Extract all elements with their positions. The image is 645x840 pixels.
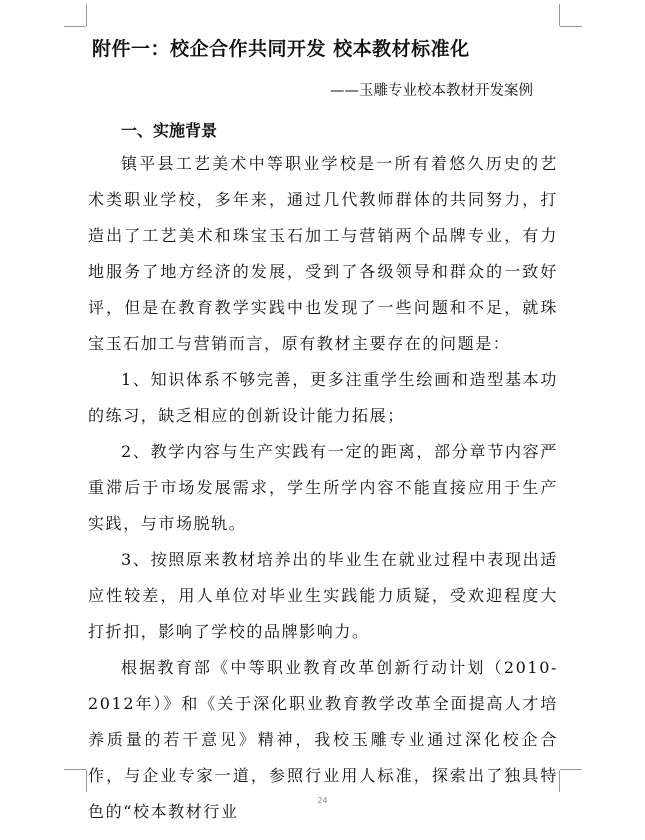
paragraph-issue-2: 2、教学内容与生产实践有一定的距离，部分章节内容严重滞后于市场发展需求，学生所学内容不能直接应用于生产实践，与市场脱轨。 xyxy=(88,442,558,533)
crop-mark-bottom-left xyxy=(64,769,86,770)
body-text xyxy=(88,146,558,830)
crop-mark-top-left xyxy=(64,26,86,27)
paragraph-issue-1: 1、知识体系不够完善，更多注重学生绘画和造型基本功的练习，缺乏相应的创新设计能力拓展； xyxy=(88,370,558,425)
document-subtitle: ——玉雕专业校本教材开发案例 xyxy=(330,83,533,99)
crop-mark-bottom-left xyxy=(86,770,87,792)
paragraph-issue-3: 3、按照原来教材培养出的毕业生在就业过程中表现出适应性较差，用人单位对毕业生实践能力质疑，受欢迎程度大打折扣，影响了学校的品牌影响力。 xyxy=(88,550,558,641)
crop-mark-bottom-right xyxy=(559,770,560,792)
paragraph-policy: 根据教育部《中等职业教育改革创新行动计划（2010-2012年）》和《关于深化职业教育教学改革全面提高人才培养质量的若干意见》精神，我校玉雕专业通过深化校企合作，与企业专家一道，参照行业用人标准，探索出了独具特色的“校本教材行业 xyxy=(88,658,558,821)
crop-mark-top-right xyxy=(560,26,582,27)
crop-mark-top-left xyxy=(86,4,87,26)
document-title: 附件一：校企合作共同开发 校本教材标准化 xyxy=(92,38,470,60)
crop-mark-bottom-right xyxy=(560,769,582,770)
section-heading: 一、实施背景 xyxy=(121,121,218,140)
paragraph-intro: 镇平县工艺美术中等职业学校是一所有着悠久历史的艺术类职业学校，多年来，通过几代教师群体的共同努力，打造出了工艺美术和珠宝玉石加工与营销两个品牌专业，有力地服务了地方经济的发展，受到了各级领导和群众的一致好评，但是在教育教学实践中也发现了一些问题和不足，就珠宝玉石加工与营销而言，原有教材主要存在的问题是： xyxy=(88,154,558,353)
crop-mark-top-right xyxy=(559,4,560,26)
page-number: 24 xyxy=(317,796,328,805)
